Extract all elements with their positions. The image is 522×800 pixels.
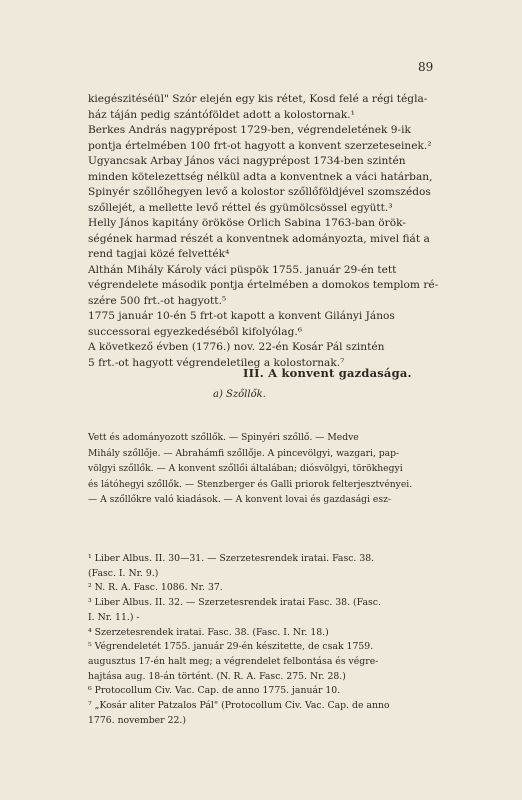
body-line: 5 frt.-ot hagyott végrendeletileg a kolostornak.⁷ <box>88 356 345 369</box>
body-line: A következő évben (1776.) nov. 22-én Kosár Pál szintén <box>88 341 385 353</box>
body-line: Berkes András nagyprépost 1729-ben, végrendeletének 9-ik <box>88 124 411 136</box>
body-line: Helly János kapitány örököse Orlich Sabina 1763-ban örök- <box>88 217 406 229</box>
summary-line: völgyi szőllők. — A konvent szőllői általában; diósvölgyi, törökhegyi <box>88 463 403 474</box>
body-line: Spinyér szőllőhegyen levő a kolostor szőllőföldjével szomszédos <box>88 186 431 198</box>
footnote-line: ¹ Liber Albus. II. 30—31. — Szerzetesrendek iratai. Fasc. 38. <box>88 553 375 564</box>
body-line: minden kötelezettség nélkül adta a konventnek a váci határban, <box>88 170 433 183</box>
body-line: Althán Mihály Károly váci püspök 1755. január 29-én tett <box>88 263 397 276</box>
summary-line: — A szőllőkre való kiadások. — A konvent lovai és gazdasági esz- <box>88 494 392 505</box>
footnote-line: ² N. R. A. Fasc. 1086. Nr. 37. <box>88 582 223 594</box>
body-line: végrendelete második pontja értelmében a domokos templom ré- <box>88 279 439 291</box>
summary-line: Vett és adományozott szőllők. — Spinyéri szőllő. — Medve <box>88 432 359 443</box>
body-line: 1775 január 10-én 5 frt-ot kapott a konvent Gilányi János <box>88 310 395 322</box>
body-line: szőllejét, a mellette levő réttel és gyümölcsössel együtt.³ <box>88 201 393 214</box>
footnote-line: I. Nr. 11.) - <box>88 611 140 623</box>
footnote-line: ⁶ Protocollum Civ. Vac. Cap. de anno 1775. január 10. <box>88 685 341 697</box>
body-line: rend tagjai közé felvették⁴ <box>88 248 230 260</box>
body-line: Ugyancsak Arbay János váci nagyprépost 1734-ben szintén <box>88 155 406 167</box>
footnote-line: ⁷ „Kosár aliter Patzalos Pál" (Protocollum Civ. Vac. Cap. de anno <box>88 700 390 712</box>
footnote-line: ⁵ Végrendeletét 1755. január 29-én készitette, de csak 1759. <box>88 641 374 653</box>
footnote-line: (Fasc. I. Nr. 9.) <box>88 567 159 579</box>
footnote-line: ⁴ Szerzetesrendek iratai. Fasc. 38. (Fasc. I. Nr. 18.) <box>88 626 329 638</box>
section-heading: III. A konvent gazdasága. <box>243 366 412 380</box>
body-line: pontja értelmében 100 frt-ot hagyott a konvent szerzeteseinek.² <box>88 139 432 152</box>
footnotes <box>88 552 432 728</box>
subheading: a) Szőllők. <box>213 389 266 400</box>
main-text <box>88 92 439 371</box>
footnote-line: hajtása aug. 18-án történt. (N. R. A. Fasc. 275. Nr. 28.) <box>88 670 346 682</box>
body-line: ségének harmad részét a konventnek adományozta, mivel fiát a <box>88 232 430 245</box>
summary-line: Mihály szőllője. — Abrahámfi szőllője. A pincevölgyi, wazgari, pap- <box>88 447 400 459</box>
body-line: ház táján pedig szántóföldet adott a kolostornak.¹ <box>88 108 355 121</box>
footnote-line: 1776. november 22.) <box>88 714 186 726</box>
body-line: kiegészitéséül" Szór elején egy kis rétet, Kosd felé a régi tégla- <box>88 93 428 105</box>
footnote-line: ³ Liber Albus. II. 32. — Szerzetesrendek iratai Fasc. 38. (Fasc. <box>88 597 381 609</box>
body-line: szére 500 frt.-ot hagyott.⁵ <box>88 294 227 307</box>
page-number: 89 <box>418 60 434 74</box>
body-line: successorai egyezkedéséből kifolyólag.⁶ <box>88 325 302 338</box>
summary-line: és látóhegyi szőllők. — Stenzberger és Galli priorok felterjesztvényei. <box>88 478 413 490</box>
footnote-line: augusztus 17-én halt meg; a végrendelet felbontása és végre- <box>88 655 379 667</box>
chapter-summary <box>88 430 432 508</box>
